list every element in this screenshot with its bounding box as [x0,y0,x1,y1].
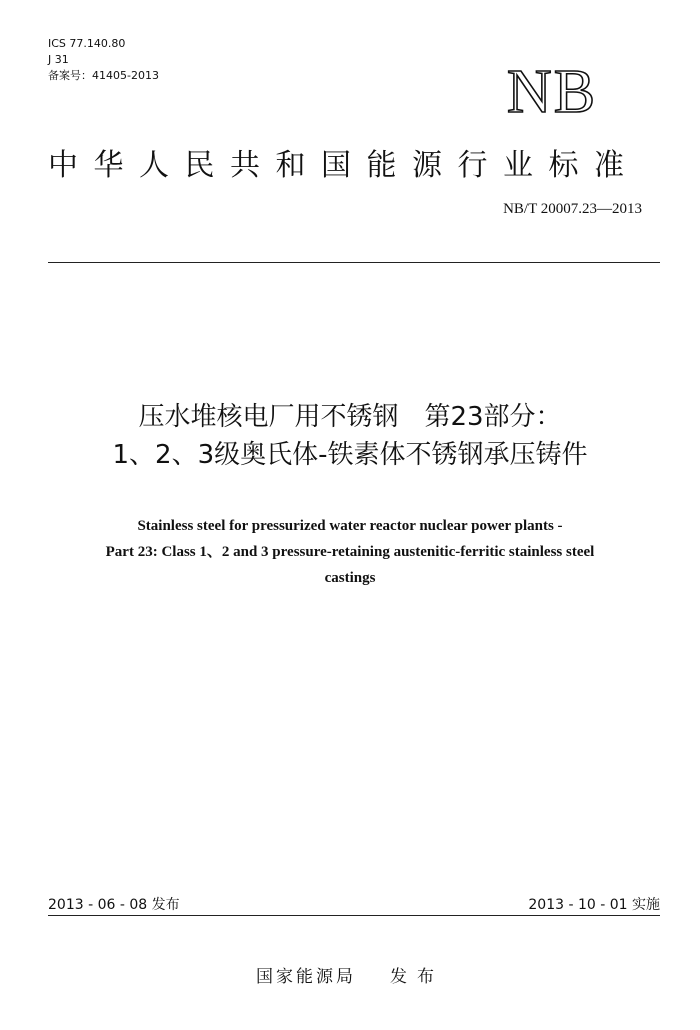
english-title-line-1: Stainless steel for pressurized water reactor nuclear power plants - [137,518,563,534]
english-title [0,513,700,591]
standard-category-title: 中华人民共和国能源行业标准 [48,148,640,183]
publisher-name: 国家能源局 [256,967,356,987]
ccs-code: J 31 [48,53,69,66]
ics-code: ICS 77.140.80 [48,37,126,50]
nb-logo [478,60,626,122]
issue-date: 2013 - 06 - 08 发布 [48,897,180,913]
chinese-title-line-2: 1、2、3级奥氏体-铁素体不锈钢承压铸件 [112,440,588,470]
publish-label: 发布 [390,967,444,987]
english-title-line-2: Part 23: Class 1、2 and 3 pressure-retaining austenitic-ferritic stainless steel [105,544,595,560]
chinese-title [0,398,700,474]
publisher-line [0,962,700,987]
filing-number: 备案号：41405-2013 [48,69,159,82]
english-title-line-3: castings [324,570,376,586]
nb-logo-text: NB [506,60,598,122]
implementation-date: 2013 - 10 - 01 实施 [528,897,660,913]
footer-divider [48,915,660,916]
chinese-title-line-1: 压水堆核电厂用不锈钢 第23部分： [138,402,562,432]
standard-code: NB/T 20007.23—2013 [503,201,642,217]
header-divider [48,262,660,263]
classification-block [48,36,159,84]
